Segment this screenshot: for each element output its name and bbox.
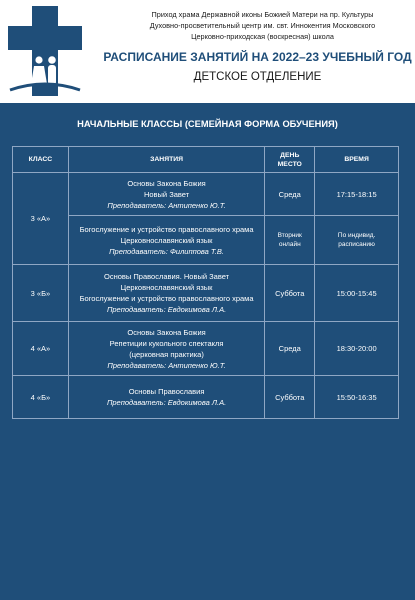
subject-line: Основы Закона Божия <box>127 327 206 337</box>
subject-line: Основы Православия. Новый Завет <box>104 272 230 281</box>
header-day <box>265 147 315 173</box>
header-place-line: МЕСТО <box>277 160 302 168</box>
time-cell: 15:00-15:45 <box>315 265 399 322</box>
day-cell: Среда <box>265 322 315 376</box>
teacher-name: Преподаватель: Евдокимова Л.А. <box>106 305 227 314</box>
day-place: онлайн <box>278 241 301 248</box>
page-title: РАСПИСАНИЕ ЗАНЯТИЙ НА 2022–23 УЧЕБНЫЙ ГОД <box>103 50 412 64</box>
subject-cell <box>68 322 264 376</box>
class-cell: 3 «А» <box>13 173 69 265</box>
table-row <box>13 216 399 265</box>
subject-line: Церковнославянский язык <box>120 235 213 245</box>
header-time: ВРЕМЯ <box>315 147 399 173</box>
org-line: Духовно-просветительный центр им. свт. Иннокентия Московского <box>149 21 376 30</box>
table-row <box>13 173 399 216</box>
teacher-name: Преподаватель: Антипенко Ю.Т. <box>107 360 226 370</box>
table-row <box>13 376 399 419</box>
teacher-name: Преподаватель: Антипенко Ю.Т. <box>107 200 226 210</box>
day-cell <box>265 216 315 265</box>
table-row <box>13 322 399 376</box>
subject-cell <box>68 376 264 419</box>
org-line: Церковно-приходская (воскресная) школа <box>191 32 334 41</box>
subject-line: Основы Православия <box>128 387 205 396</box>
subject-line: Репетиции кукольного спектакля <box>109 338 224 348</box>
subject-line: Основы Закона Божия <box>127 178 206 188</box>
page-subtitle: ДЕТСКОЕ ОТДЕЛЕНИЕ <box>193 71 322 83</box>
day-cell: Суббота <box>265 376 315 419</box>
section-title: НАЧАЛЬНЫЕ КЛАССЫ (СЕМЕЙНАЯ ФОРМА ОБУЧЕНИЯ) <box>77 119 338 129</box>
header-subject: ЗАНЯТИЯ <box>68 147 264 173</box>
subject-line: Новый Завет <box>143 189 190 199</box>
header <box>0 0 415 103</box>
parish-logo-icon <box>6 4 84 100</box>
subject-line: Церковнославянский язык <box>120 283 213 292</box>
table-row <box>13 265 399 322</box>
time-cell: 15:50-16:35 <box>315 376 399 419</box>
day-cell: Суббота <box>265 265 315 322</box>
subject-cell <box>68 216 264 265</box>
organization-lines <box>120 9 405 42</box>
org-line: Приход храма Державной иконы Божией Матери на пр. Культуры <box>151 10 374 19</box>
class-cell: 4 «Б» <box>13 376 69 419</box>
table-header-row <box>13 147 399 173</box>
subject-line: Богослужение и устройство православного храма <box>79 224 254 234</box>
subject-cell <box>68 173 264 216</box>
schedule-table <box>12 146 399 419</box>
time-text: По индивид. <box>337 232 376 239</box>
header-class: КЛАСС <box>13 147 69 173</box>
day-text: Вторник <box>277 232 302 239</box>
class-cell: 3 «Б» <box>13 265 69 322</box>
time-note: расписанию <box>338 241 375 248</box>
day-cell: Среда <box>265 173 315 216</box>
teacher-name: Преподаватель: Евдокимова Л.А. <box>106 398 227 407</box>
teacher-name: Преподаватель: Филиппова Т.В. <box>109 246 224 256</box>
time-cell: 17:15-18:15 <box>315 173 399 216</box>
subject-line: Богослужение и устройство православного храма <box>79 294 254 303</box>
class-cell: 4 «А» <box>13 322 69 376</box>
header-day-line: ДЕНЬ <box>280 151 300 159</box>
subject-line: (церковная практика) <box>129 349 204 359</box>
subject-cell <box>68 265 264 322</box>
time-cell: 18:30-20:00 <box>315 322 399 376</box>
time-cell <box>315 216 399 265</box>
